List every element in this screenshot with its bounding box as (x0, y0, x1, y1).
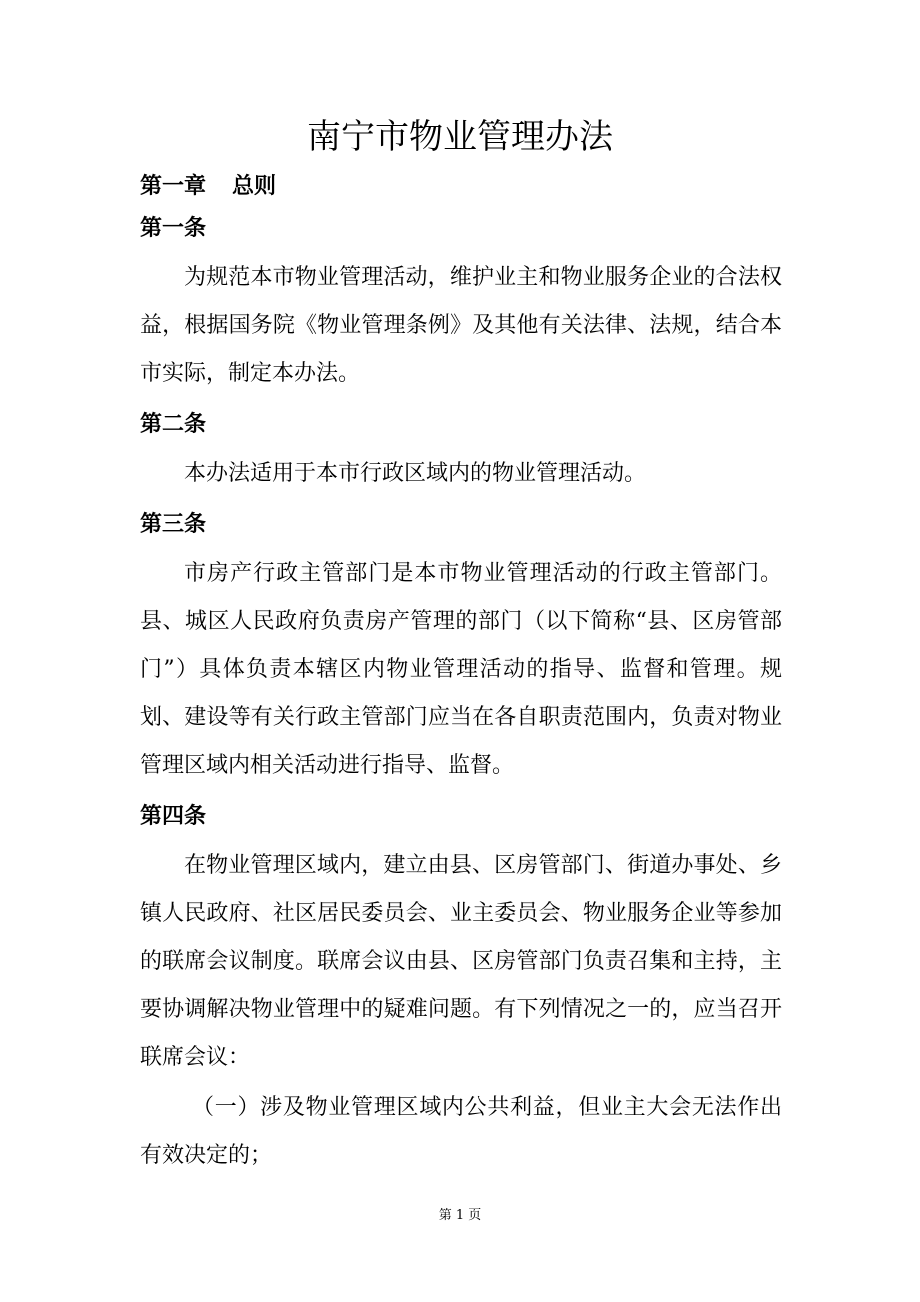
article-3-paragraph: 市房产行政主管部门是本市物业管理活动的行政主管部门。县、城区人民政府负责房产管理的部门（以下简称“县、区房管部门”）具体负责本辖区内物业管理活动的指导、监督和管理。规划、建设等有关行政主管部门应当在各自职责范围内，负责对物业管理区域内相关活动进行指导、监督。 (140, 561, 782, 778)
article-4-paragraph: 在物业管理区域内，建立由县、区房管部门、街道办事处、乡镇人民政府、社区居民委员会、业主委员会、物业服务企业等参加的联席会议制度。联席会议由县、区房管部门负责召集和主持，主要协调解决物业管理中的疑难问题。有下列情况之一的，应当召开联席会议： (140, 853, 782, 1070)
article-2-heading: 第二条 (140, 412, 207, 437)
chapter-name: 总则 (232, 174, 277, 199)
chapter-number: 第一章 (140, 174, 207, 199)
article-4-heading: 第四条 (140, 804, 207, 829)
article-4-item-1: （一）涉及物业管理区域内公共利益，但业主大会无法作出有效决定的； (140, 1095, 782, 1168)
document-body (140, 160, 782, 1182)
article-3-heading: 第三条 (140, 512, 207, 537)
page-number-footer: 第 1 页 (438, 1208, 482, 1223)
document-title: 南宁市物业管理办法 (307, 117, 613, 157)
article-1-heading: 第一条 (140, 216, 207, 241)
chapter-heading (140, 172, 782, 202)
article-1-paragraph: 为规范本市物业管理活动，维护业主和物业服务企业的合法权益，根据国务院《物业管理条例》及其他有关法律、法规，结合本市实际，制定本办法。 (140, 265, 782, 386)
article-2-paragraph: 本办法适用于本市行政区域内的物业管理活动。 (184, 461, 647, 486)
